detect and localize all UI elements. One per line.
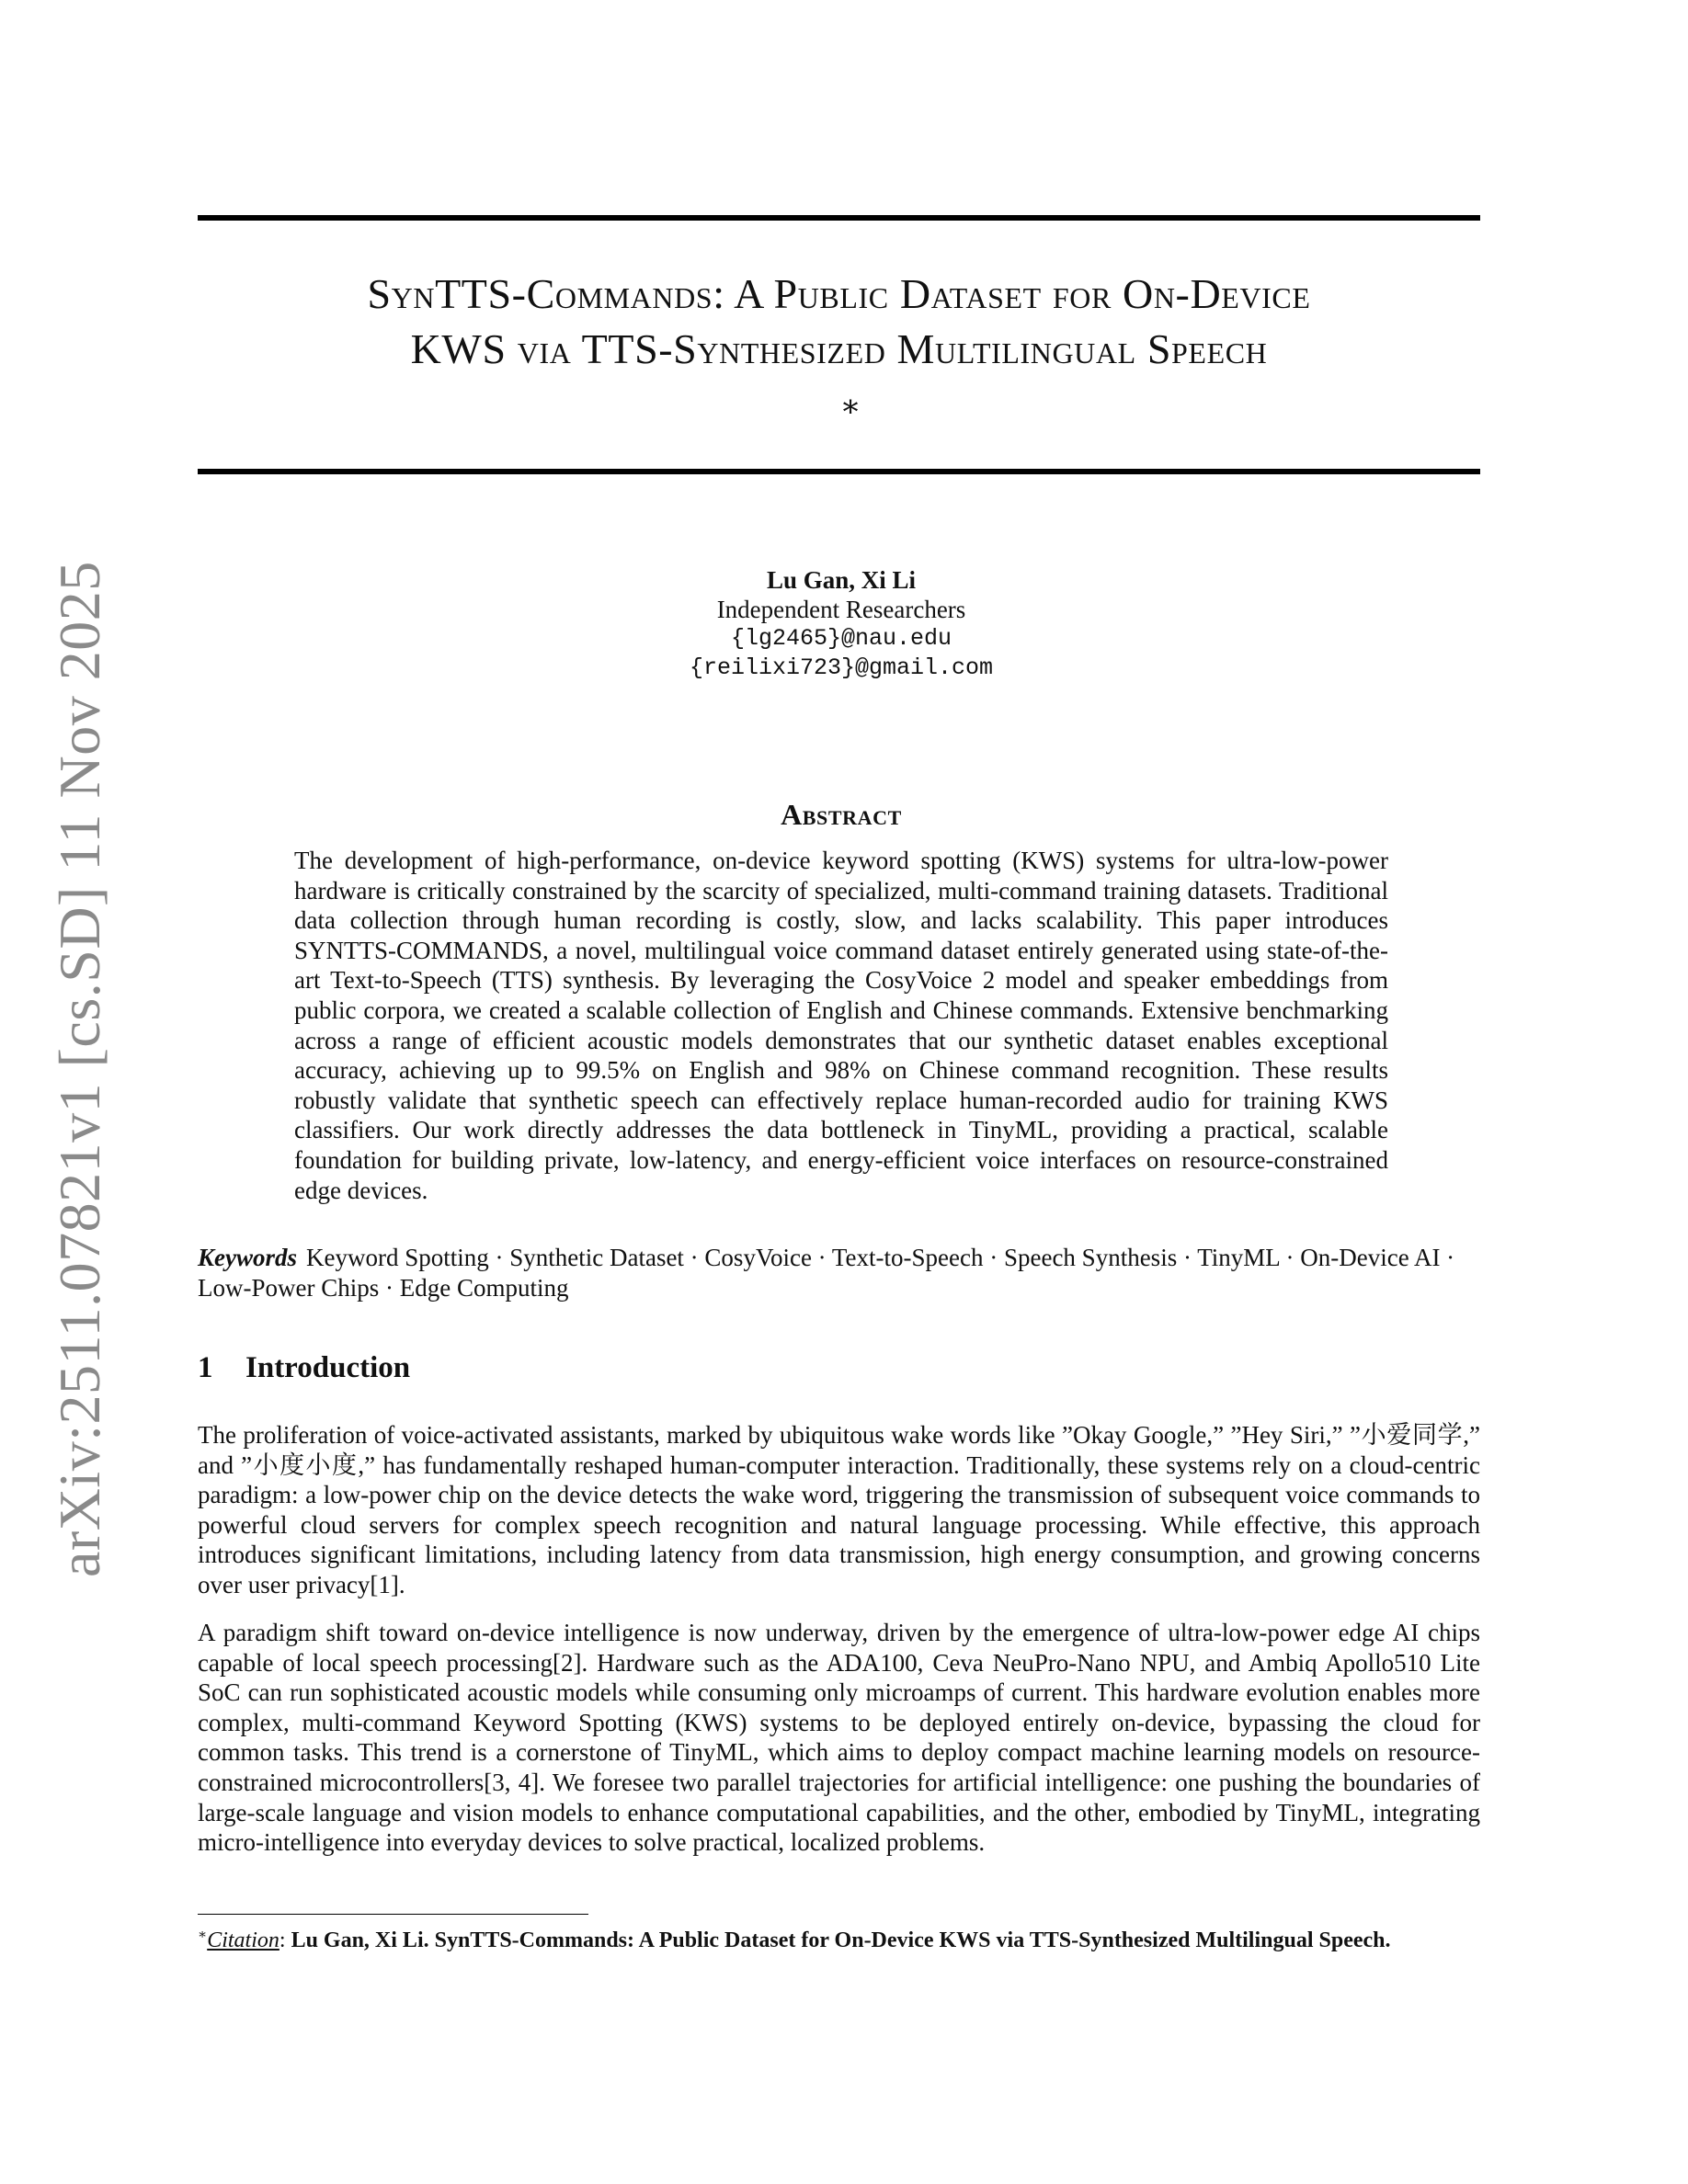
arxiv-identifier: arXiv:2511.07821v1 [cs.SD] 11 Nov 2025	[47, 561, 112, 1577]
title-line-2: KWS via TTS-Synthesized Multilingual Speech	[410, 325, 1268, 372]
intro-paragraph-2: A paradigm shift toward on-device intelligence is now underway, driven by the emergence of ultra-low-power edge AI chips capable of local speech processing[2]. Hardware such as the ADA100, Ceva NeuPro-Nano NPU, and Ambiq Apollo510 Lite SoC can run sophisticated acoustic models while consuming only microamps of current. This hardware evolution enables more complex, multi-command Keyword Spotting (KWS) systems to be deployed entirely on-device, bypassing the cloud for common tasks. This trend is a cornerstone of TinyML, which aims to deploy compact machine learning models on resource-constrained microcontrollers[3, 4]. We foresee two parallel trajectories for artificial intelligence: one pushing the boundaries of large-scale language and vision models to enhance computational capabilities, and the other, embodied by TinyML, integrating micro-intelligence into everyday devices to solve practical, localized problems.	[198, 1619, 1480, 1857]
footnote-marker: ∗	[198, 1928, 208, 1942]
author-names: Lu Gan, Xi Li	[766, 566, 917, 594]
abstract-heading: Abstract	[781, 798, 902, 831]
footnote-label: Citation	[207, 1928, 279, 1952]
keywords-label: Keywords	[198, 1244, 297, 1271]
footnote-text: Lu Gan, Xi Li. SynTTS-Commands: A Public Dataset for On-Device KWS via TTS-Synthesized Multilingual Speech.	[291, 1928, 1391, 1952]
author-email-2: {reilixi723}@gmail.com	[689, 654, 994, 681]
author-block	[565, 565, 1117, 683]
keywords-text: Keyword Spotting · Synthetic Dataset · CosyVoice · Text-to-Speech · Speech Synthesis · TinyML · On-Device AI · Low-Power Chips · Edge Computing	[198, 1244, 1455, 1302]
author-email-1: {lg2465}@nau.edu	[730, 625, 952, 652]
title-rule-bottom	[198, 469, 1480, 474]
abstract-text: The development of high-performance, on-device keyword spotting (KWS) systems for ultra-low-power hardware is critically constrained by the scarcity of specialized, multi-command training datasets. Traditional data collection through human recording is costly, slow, and lacks scalability. This paper introduces SYNTTS-COMMANDS, a novel, multilingual voice command dataset entirely generated using state-of-the-art Text-to-Speech (TTS) synthesis. By leveraging the CosyVoice 2 model and speaker embeddings from public corpora, we created a scalable collection of English and Chinese commands. Extensive benchmarking across a range of efficient acoustic models demonstrates that our synthetic dataset enables exceptional accuracy, achieving up to 99.5% on English and 98% on Chinese command recognition. These results robustly validate that synthetic speech can effectively replace human-recorded audio for training KWS classifiers. Our work directly addresses the data bottleneck in TinyML, providing a practical, scalable foundation for building private, low-latency, and energy-efficient voice interfaces on resource-constrained edge devices.	[294, 847, 1388, 1204]
section-number: 1	[198, 1351, 213, 1384]
title-rule-top	[198, 215, 1480, 221]
title-line-1: SynTTS-Commands: A Public Dataset for On-Device	[367, 270, 1311, 317]
intro-paragraph-1: The proliferation of voice-activated assistants, marked by ubiquitous wake words like ”Okay Google,” ”Hey Siri,” ”小爱同学,” and ”小度小度,” has fundamentally reshaped human-computer interaction. Traditionally, these systems rely on a cloud-centric paradigm: a low-power chip on the device detects the wake word, triggering the transmission of subsequent voice commands to powerful cloud servers for complex speech recognition and natural language processing. While effective, this approach introduces significant limitations, including latency from data transmission, high energy consumption, and growing concerns over user privacy[1].	[198, 1421, 1480, 1598]
author-affiliation: Independent Researchers	[716, 596, 966, 623]
section-heading-introduction	[198, 1351, 933, 1385]
paper-title	[198, 267, 1480, 377]
keywords-block	[198, 1243, 1480, 1302]
footnote-rule	[198, 1914, 588, 1915]
footnote: ∗Citation: Lu Gan, Xi Li. SynTTS-Commands: A Public Dataset for On-Device KWS via TTS-Synthesized Multilingual Speech.	[198, 1928, 1391, 1952]
title-footnote-marker: ∗	[839, 390, 861, 424]
section-title: Introduction	[245, 1351, 411, 1384]
